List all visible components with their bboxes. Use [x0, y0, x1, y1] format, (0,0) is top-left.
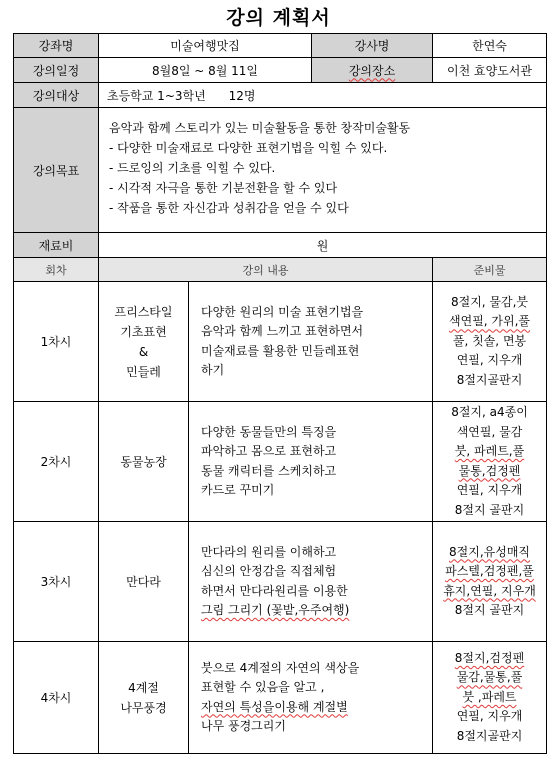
content-line: 심신의 안정감을 직접체험: [201, 564, 337, 578]
venue-label-text: 강의장소: [348, 63, 396, 78]
content-line: 카드로 꾸미기: [201, 483, 275, 497]
content-line: 다양한 원리의 미술 표현기법을: [201, 304, 364, 319]
content-line: 하면서 만다라원리를 이용한: [201, 583, 348, 598]
topic-line: 만다라: [126, 574, 161, 589]
session-number: 1차시: [14, 282, 99, 402]
content-line: 하기: [201, 363, 225, 377]
prep-line: 파스텔,검정펜,풀: [445, 564, 534, 578]
prep-line: 연필, 지우개: [456, 353, 523, 368]
course-label: 강좌명: [14, 34, 99, 58]
fee-label: 재료비: [14, 233, 99, 258]
content-line: 만다라의 원리를 이해하고: [201, 544, 337, 559]
session-content: [189, 402, 433, 522]
goal-line: 음악과 함께 스토리가 있는 미술활동을 통한 창작미술활동: [109, 121, 411, 135]
session-prep: [433, 642, 547, 754]
session-topic: [99, 282, 189, 402]
content-line: 파악하고 몸으로 표현하고: [201, 444, 337, 458]
content-line: 자연의 특성을이용해 계절별: [201, 699, 348, 714]
prep-line: 연필, 지우개: [456, 483, 523, 497]
session-topic: [99, 522, 189, 642]
venue-value: 이천 효양도서관: [433, 58, 547, 83]
topic-line: 기초표현: [120, 324, 167, 339]
fee-value: 원: [99, 233, 547, 258]
session-prep: [433, 402, 547, 522]
session-row: [14, 402, 547, 522]
session-topic: [99, 402, 189, 522]
topic-line: 4계절: [128, 680, 159, 695]
session-content: [189, 642, 433, 754]
column-header-prep: 준비물: [433, 258, 547, 282]
content-line: 그림 그리기 (꽃밭,우주여행): [201, 603, 350, 617]
topic-line: 프리스타일: [114, 304, 173, 319]
goal-line: - 다양한 미술재료로 다양한 표현기법을 익힐 수 있다.: [109, 141, 388, 155]
page-title: 강의 계획서: [226, 7, 331, 29]
schedule-row: [14, 58, 547, 83]
topic-line: 민들레: [126, 364, 161, 379]
prep-line: 붓 ,파레트: [462, 689, 517, 704]
content-line: 미술재료를 활용한 민들레표현: [201, 343, 360, 358]
session-row: [14, 642, 547, 754]
prep-line: 8절지 골판지: [454, 603, 525, 617]
topic-line: 동물농장: [120, 454, 167, 469]
session-number: 2차시: [14, 402, 99, 522]
prep-line: 색연필, 가위,풀: [449, 314, 531, 329]
prep-line: 8절지, a4종이: [451, 405, 528, 419]
goal-label: 강의목표: [14, 108, 99, 233]
content-line: 동물 캐릭터를 스케치하고: [201, 463, 337, 478]
prep-line: 8절지,검정펜: [454, 650, 525, 665]
target-row: [14, 83, 547, 108]
venue-label: [312, 58, 433, 83]
prep-line: 휴지,연필, 지우개: [443, 583, 536, 598]
session-content: [189, 282, 433, 402]
target-label: 강의대상: [14, 83, 99, 108]
session-content: [189, 522, 433, 642]
target-value: 초등학교 1~3학년 12명: [99, 83, 547, 108]
goal-line: - 드로잉의 기초를 익힐 수 있다.: [109, 161, 276, 175]
prep-line: 8절지골판지: [456, 372, 523, 387]
prep-line: 8절지,유성매직: [449, 544, 531, 559]
session-prep: [433, 282, 547, 402]
session-number: 4차시: [14, 642, 99, 754]
content-line: 음악과 함께 느끼고 표현하면서: [201, 324, 364, 338]
column-header-content: 강의 내용: [99, 258, 433, 282]
fee-row: [14, 233, 547, 258]
column-header-session: 회차: [14, 258, 99, 282]
session-number: 3차시: [14, 522, 99, 642]
prep-line: 풀, 칫솔, 면봉: [452, 333, 527, 348]
instructor-label: 강사명: [312, 34, 433, 58]
prep-line: 물감,물통,풀: [456, 670, 523, 685]
topic-line: 나무풍경: [120, 700, 167, 715]
content-line: 다양한 동물들만의 특징을: [201, 424, 337, 439]
prep-line: 연필, 지우개: [456, 709, 523, 724]
schedule-label: 강의일정: [14, 58, 99, 83]
session-topic: [99, 642, 189, 754]
prep-line: 색연필, 물감: [456, 424, 523, 439]
prep-line: 8절지 골판지: [454, 502, 525, 517]
goal-line: - 작품을 통한 자신감과 성취감을 얻을 수 있다: [109, 201, 349, 215]
content-line: 붓으로 4계절의 자연의 색상을: [201, 660, 360, 675]
content-line: 나무 풍경그리기: [201, 719, 286, 733]
prep-line: 8절지골판지: [456, 728, 523, 743]
course-row: [14, 34, 547, 58]
instructor-value: 한연숙: [433, 34, 547, 58]
goal-content: [99, 108, 547, 233]
prep-line: 물통,검정펜: [458, 463, 521, 478]
column-header-row: [14, 258, 547, 282]
goal-line: - 시각적 자극을 통한 기분전환을 할 수 있다: [109, 181, 338, 195]
topic-line: &: [138, 344, 149, 359]
goal-row: [14, 108, 547, 233]
content-line: 표현할 수 있음을 알고 ,: [201, 680, 325, 694]
course-value: 미술여행맛집: [99, 34, 312, 58]
prep-line: 붓, 파레트,풀: [454, 444, 525, 458]
prep-line: 8절지, 물감,붓: [450, 294, 529, 309]
session-row: [14, 282, 547, 402]
session-prep: [433, 522, 547, 642]
session-row: [14, 522, 547, 642]
lesson-plan-table: [13, 33, 547, 754]
schedule-value: 8월8일 ~ 8월 11일: [99, 58, 312, 83]
